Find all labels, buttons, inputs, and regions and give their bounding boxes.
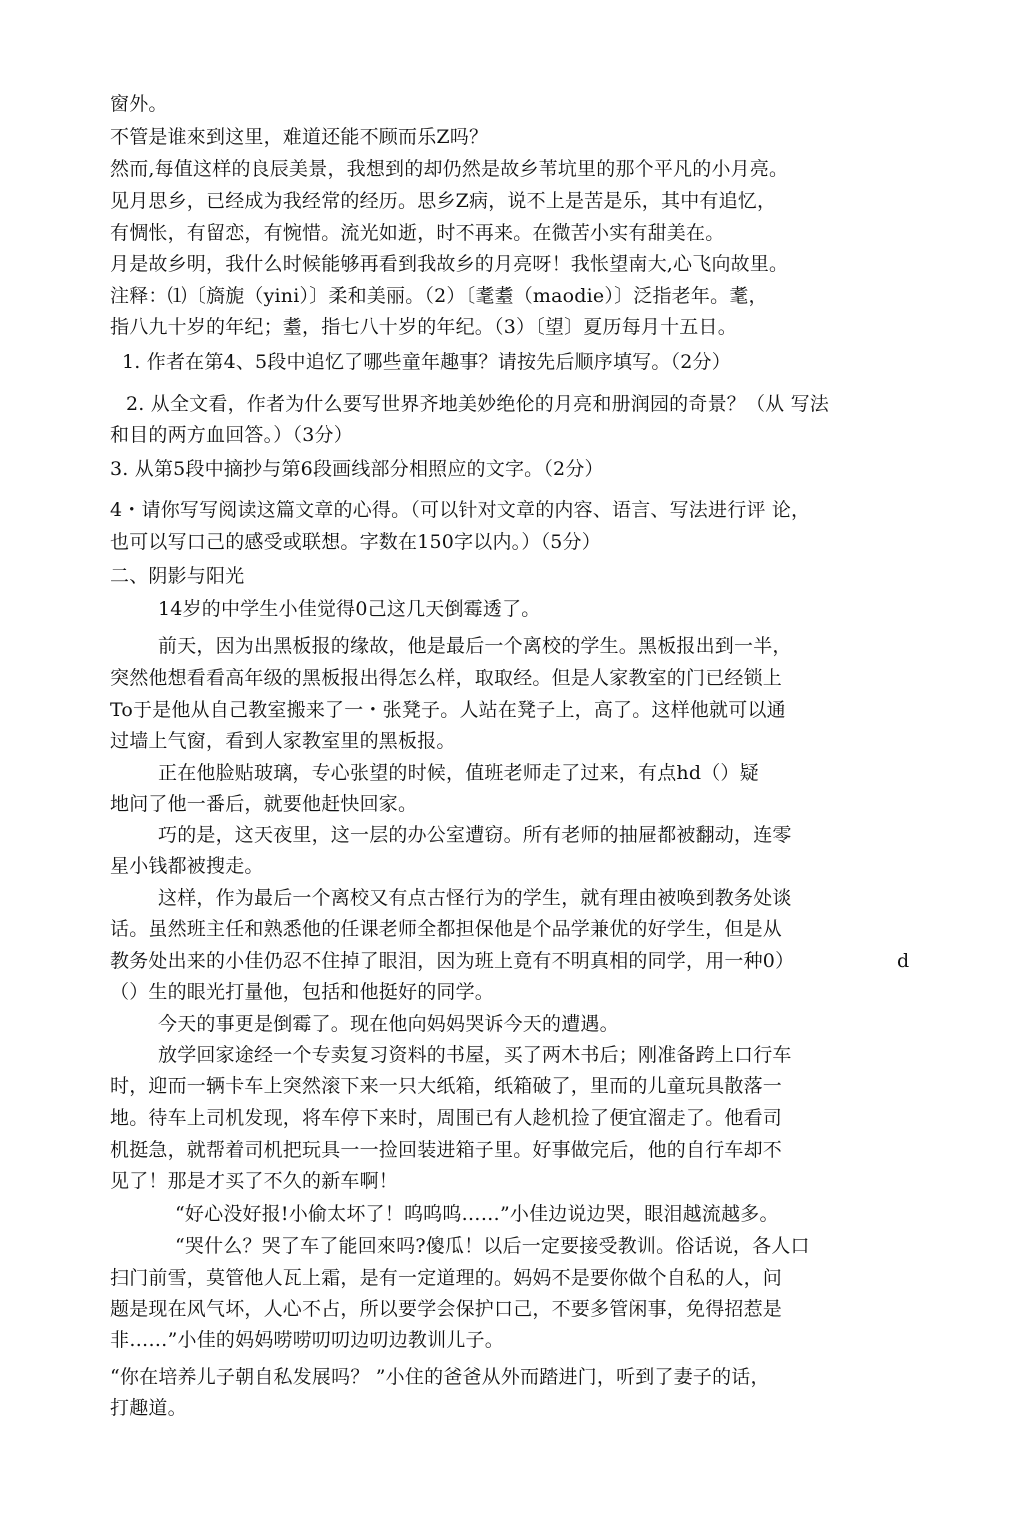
text-line: 突然他想看看高年级的黑板报出得怎么样，取取经。但是人家教室的门已经锁上 <box>110 667 783 689</box>
text-line: 今天的事更是倒霉了。现在他向妈妈哭诉今天的遭遇。 <box>158 1013 619 1035</box>
annotation-line: 注释：⑴〔旖旎（yini）〕柔和美丽。（2）〔耄耋（maodie）〕泛指老年。耄， <box>110 285 768 307</box>
text-line: 教务处出来的小佳仍忍不住掉了眼泪，因为班上竟有不明真相的同学，用一种0） <box>110 950 795 972</box>
text-line: 地问了他一番后，就要他赶快回家。 <box>110 793 418 815</box>
annotation-line: 指八九十岁的年纪；耋，指七八十岁的年纪。（3）〔望〕夏历每月十五日。 <box>110 316 737 338</box>
text-line: 题是现在风气坏，人心不占，所以要学会保护口己，不要多管闲事，免得招惹是 <box>110 1298 783 1320</box>
text-line: 见了！那是才买了不久的新车啊！ <box>110 1170 399 1192</box>
text-line: 时，迎而一辆卡车上突然滚下来一只大纸箱，纸箱破了，里而的儿童玩具散落一 <box>110 1075 783 1097</box>
text-line: 放学回家途经一个专卖复习资料的书屋，买了两木书后；刚准备跨上口行车 <box>158 1044 792 1066</box>
text-line: 前天，因为出黑板报的缘故，他是最后一个离校的学生。黑板报出到一半， <box>158 635 792 657</box>
text-line: To于是他从自己教室搬来了一・张凳子。人站在凳子上，高了。这样他就可以通 <box>110 699 786 721</box>
question-4: 4・请你写写阅读这篇文章的心得。（可以针对文章的内容、语言、写法进行评 论， <box>110 499 811 521</box>
text-line: 然而,每值这样的良辰美景，我想到的却仍然是故乡苇坑里的那个平凡的小月亮。 <box>110 158 789 180</box>
text-line: 星小钱都被搜走。 <box>110 855 264 877</box>
question-4-cont: 也可以写口己的感受或联想。字数在150字以内。）（5分） <box>110 531 601 553</box>
text-line: 非……”小佳的妈妈唠唠叨叨边叨边教训儿子。 <box>110 1329 504 1351</box>
text-line: 正在他脸贴玻璃，专心张望的时候，值班老师走了过来，有点hd（）疑 <box>158 762 759 784</box>
text-line: 窗外。 <box>110 93 168 115</box>
text-line: 过墙上气窗，看到人家教室里的黑板报。 <box>110 730 456 752</box>
text-line: 月是故乡明，我什么时候能够再看到我故乡的月亮呀！我怅望南大,心飞向故里。 <box>110 253 789 275</box>
question-1: 1. 作者在第4、5段中追忆了哪些童年趣事？请按先后顺序填写。（2分） <box>122 351 731 373</box>
text-line: （）生的眼光打量他，包括和他挺好的同学。 <box>110 981 495 1003</box>
text-line: 地。待车上司机发现，将车停下来时，周围已有人趁机捡了便宜溜走了。他看司 <box>110 1107 783 1129</box>
dialogue-line: “哭什么？哭了车了能回來吗?傻瓜！以后一定要接受教训。俗话说，各人口 <box>175 1235 810 1257</box>
text-line: 这样，作为最后一个离校又有点古怪行为的学生，就有理由被唤到教务处谈 <box>158 887 792 909</box>
question-3: 3. 从第5段中摘抄与第6段画线部分相照应的文字。（2分） <box>110 458 604 480</box>
question-2: 2. 从全文看，作者为什么要写世界齐地美妙绝伦的月亮和册润园的奇景？（从 写法 <box>126 393 830 415</box>
margin-char: d <box>897 950 910 972</box>
text-line: 话。虽然班主任和熟悉他的任课老师全都担保他是个品学兼优的好学生，但是从 <box>110 918 783 940</box>
question-2-cont: 和目的两方血回答。）（3分） <box>110 424 353 446</box>
dialogue-line: “好心没好报!小偷太坏了！呜呜呜……”小佳边说边哭，眼泪越流越多。 <box>175 1203 779 1225</box>
section-heading: 二、阴影与阳光 <box>110 565 245 587</box>
text-line: 扫门前雪，莫管他人瓦上霜，是有一定道理的。妈妈不是要你做个自私的人，问 <box>110 1267 783 1289</box>
text-line: 见月思乡，已经成为我经常的经历。思乡Z病，说不上是苦是乐，其中有追忆， <box>110 190 777 212</box>
text-line: 机挺急，就帮着司机把玩具一一捡回装进箱子里。好事做完后，他的自行车却不 <box>110 1139 783 1161</box>
dialogue-line: “你在培养儿子朝自私发展吗？ ”小住的爸爸从外而踏进门，听到了妻子的话， <box>110 1366 770 1388</box>
text-line: 巧的是，这天夜里，这一层的办公室遭窃。所有老师的抽屉都被翻动，连零 <box>158 824 792 846</box>
text-line: 有惆怅，有留恋，有惋惜。流光如逝，时不再来。在微苦小实有甜美在。 <box>110 222 725 244</box>
text-line: 14岁的中学生小佳觉得0己这几天倒霉透了。 <box>158 598 541 620</box>
text-line: 打趣道。 <box>110 1397 187 1419</box>
text-line: 不管是谁來到这里，难道还能不顾而乐Z吗？ <box>110 126 489 148</box>
